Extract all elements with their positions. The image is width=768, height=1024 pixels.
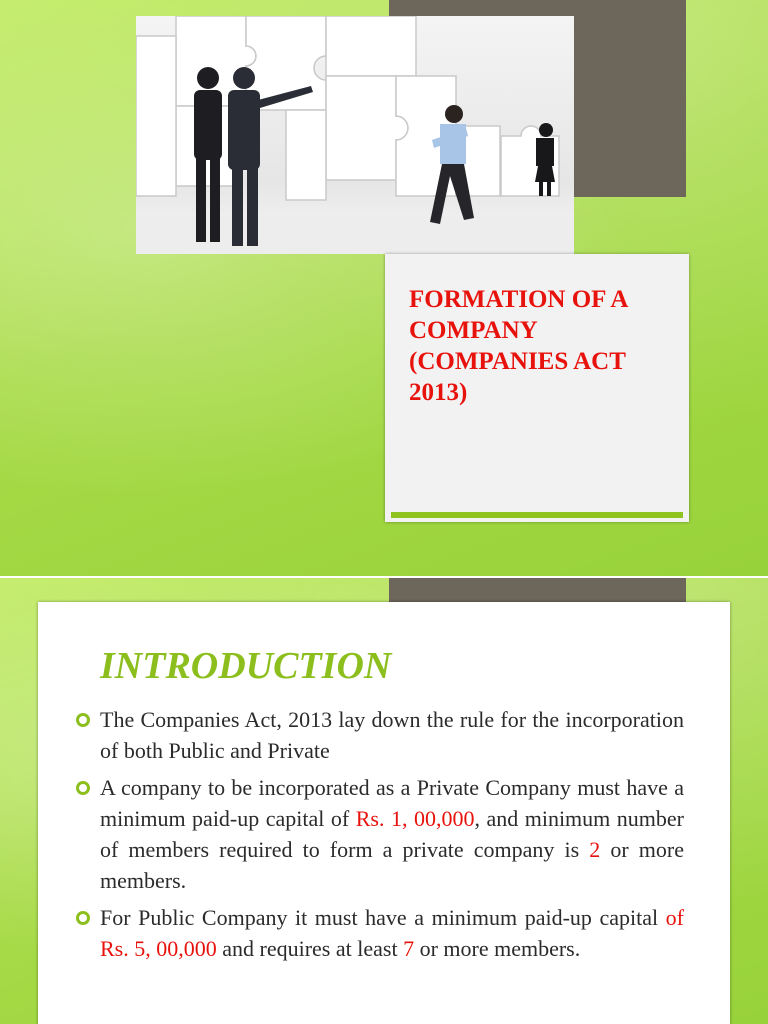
bullet-item [76,772,684,896]
section-heading: INTRODUCTION [100,645,392,687]
ring-bullet-icon [76,911,90,925]
bullet-text: , and minimum number of members required to form a private company is [100,806,684,862]
capital-amount: of Rs. 5, 00,000 [100,905,684,961]
capital-amount: Rs. 1, 00,000 [355,806,475,831]
bullet-list [76,704,684,970]
business-puzzle-photo [136,16,574,254]
ring-bullet-icon [76,781,90,795]
introduction-slide [0,578,768,1024]
bullet-item [76,902,684,964]
bullet-text: or more members. [100,837,684,893]
member-count: 7 [403,936,415,961]
bullet-text: or more members. [414,936,581,961]
bullet-text: For Public Company it must have a minimum paid-up capital [100,905,666,930]
bullet-item [76,704,684,766]
title-panel [385,254,689,522]
accent-line [391,512,683,518]
bullet-text: A company to be incorporated as a Private Company must have a minimum paid-up capital of [100,775,684,831]
ring-bullet-icon [76,713,90,727]
slide-title: FORMATION OF A COMPANY (COMPANIES ACT 2013) [409,286,628,406]
content-panel [38,602,730,1024]
bullet-text: The Companies Act, 2013 lay down the rule for the incorporation of both Public and Private [100,707,684,763]
bullet-text: and requires at least [216,936,404,961]
member-count: 2 [589,837,601,862]
